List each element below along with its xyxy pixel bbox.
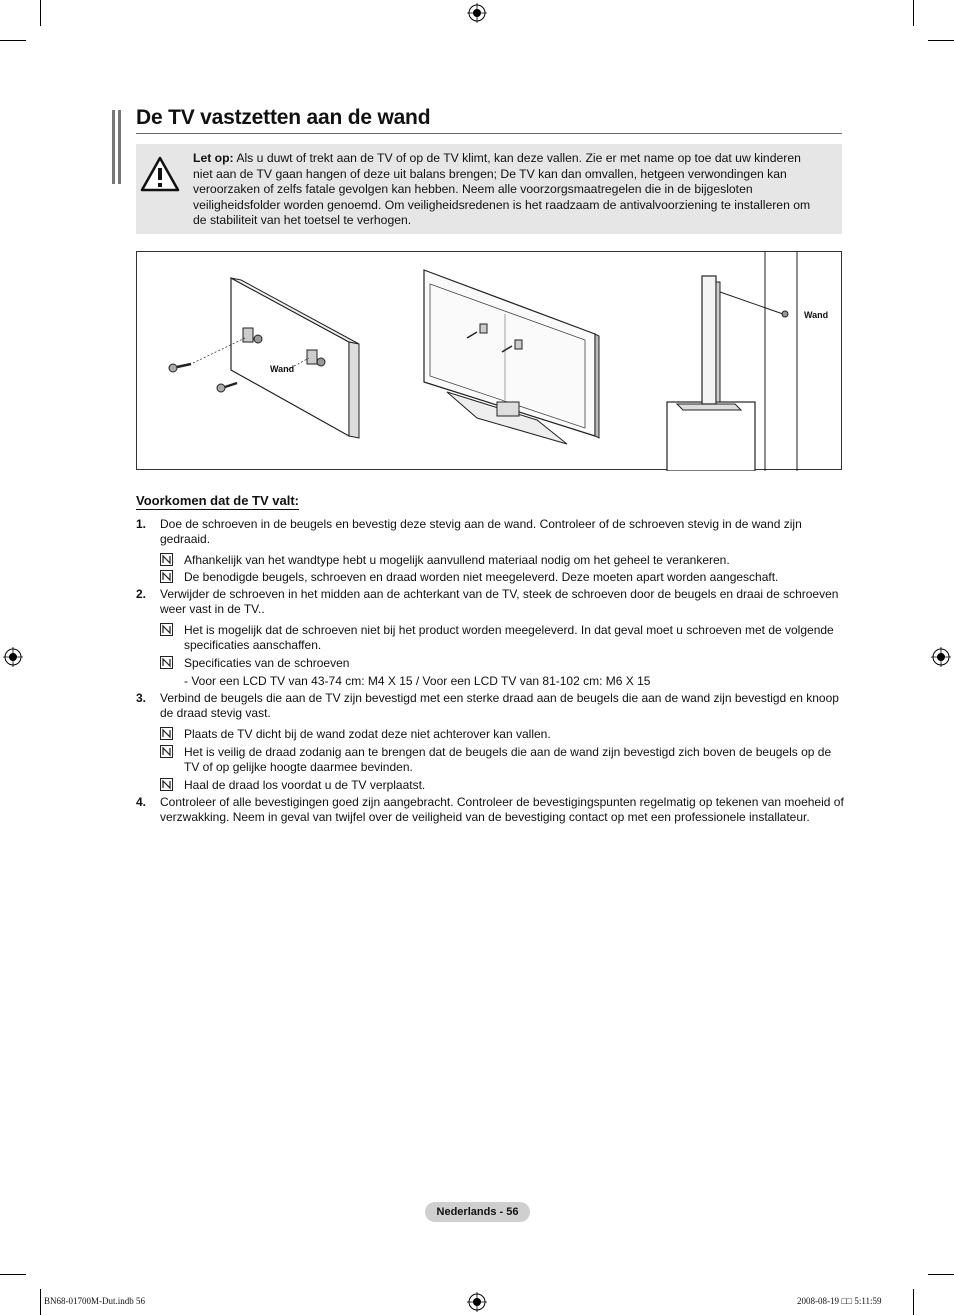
screw-spec-text: - Voor een LCD TV van 43-74 cm: M4 X 15 / Voor een LCD TV van 81-102 cm: M6 X 15	[184, 674, 651, 688]
crop-mark	[928, 40, 954, 41]
note-text: Specificaties van de schroeven	[184, 656, 350, 670]
crop-mark	[928, 1274, 954, 1275]
page-number-badge: Nederlands - 56	[425, 1202, 530, 1222]
note-icon	[160, 778, 173, 791]
registration-mark-icon	[931, 647, 951, 667]
file-imprint: BN68-01700M-Dut.indb 56	[44, 1296, 145, 1306]
crop-mark	[0, 1274, 26, 1275]
caution-label: Let op:	[193, 151, 234, 165]
warning-triangle-icon	[140, 156, 180, 192]
note-text: Het is mogelijk dat de schroeven niet bij het product worden meegeleverd. In dat geval moet u schroeven met de volgende specificaties aanschaffen.	[184, 623, 834, 653]
wall-label-left: Wand	[270, 364, 295, 374]
page-title: De TV vastzetten aan de wand	[136, 106, 431, 129]
note-text: Haal de draad los voordat u de TV verplaatst.	[184, 778, 426, 792]
note-text: De benodigde beugels, schroeven en draad worden niet meegeleverd. Deze moeten apart worden aangeschaft.	[184, 570, 779, 584]
note-text: Plaats de TV dicht bij de wand zodat deze niet achterover kan vallen.	[184, 727, 551, 741]
note-icon	[160, 570, 173, 583]
step-number: 1.	[136, 517, 147, 531]
step-text: Verbind de beugels die aan de TV zijn bevestigd met een sterke draad aan de beugels die aan de wand zijn bevestigd en knoop de draad stevig vast.	[160, 691, 839, 721]
note-icon	[160, 656, 173, 669]
note-icon	[160, 553, 173, 566]
note-icon	[160, 745, 173, 758]
crop-mark	[0, 40, 26, 41]
step-number: 4.	[136, 795, 147, 809]
note-text: Het is veilig de draad zodanig aan te brengen dat de beugels die aan de wand zijn bevestigd zich boven de beugels op de TV of op gelijke hoogte daarmee bevinden.	[184, 745, 832, 775]
wall-mount-illustration	[136, 251, 842, 470]
title-accent-bars	[112, 110, 126, 184]
wall-mount-drawing	[137, 252, 843, 471]
step-number: 2.	[136, 587, 147, 601]
wall-panel-drawing	[169, 278, 359, 438]
caution-body: Als u duwt of trekt aan de TV of op de TV klimt, kan deze vallen. Zie er met name op toe dat uw kinderen niet aan de TV gaan hangen of deze uit balans brengen; De TV kan dan omvallen, hetgeen verwondingen kan veroorzaken of zelfs fatale gevolgen kan hebben. Neem alle voorzorgsmaatregelen die in de bijgesloten veiligheidsfolder worden genoemd. Om veiligheidsredenen is het raadzaam de antivalvoorziening te installeren om de stabiliteit van het toetsel te verhogen.	[193, 151, 811, 227]
registration-mark-icon	[467, 3, 487, 23]
section-heading: Voorkomen dat de TV valt:	[136, 493, 300, 508]
step-number: 3.	[136, 691, 147, 705]
side-view-drawing	[667, 252, 797, 471]
caution-text	[193, 151, 821, 229]
crop-mark	[913, 1289, 914, 1315]
crop-mark	[40, 0, 41, 26]
crop-mark	[913, 0, 914, 26]
timestamp-imprint: 2008-08-19 □□ 5:11:59	[797, 1296, 882, 1306]
note-icon	[160, 727, 173, 740]
note-icon	[160, 623, 173, 636]
caution-box	[136, 144, 842, 234]
wall-label-right: Wand	[804, 310, 829, 320]
note-text: Afhankelijk van het wandtype hebt u mogelijk aanvullend materiaal nodig om het geheel te verankeren.	[184, 553, 730, 567]
registration-mark-icon	[467, 1292, 487, 1312]
step-text: Doe de schroeven in de beugels en bevestig deze stevig aan de wand. Controleer of de schroeven stevig in de wand zijn gedraaid.	[160, 517, 802, 547]
registration-mark-icon	[3, 647, 23, 667]
step-text: Controleer of alle bevestigingen goed zijn aangebracht. Controleer de bevestigingspunten regelmatig op tekenen van moeheid of verzwakking. Neem in geval van twijfel over de veiligheid van de bevestiging contact op met een professionele installateur.	[160, 795, 844, 825]
title-divider	[136, 133, 842, 134]
step-text: Verwijder de schroeven in het midden aan de achterkant van de TV, steek de schroeven door de beugels en draai de schroeven weer vast in de TV..	[160, 587, 839, 617]
tv-back-drawing	[424, 270, 599, 444]
crop-mark	[40, 1289, 41, 1315]
